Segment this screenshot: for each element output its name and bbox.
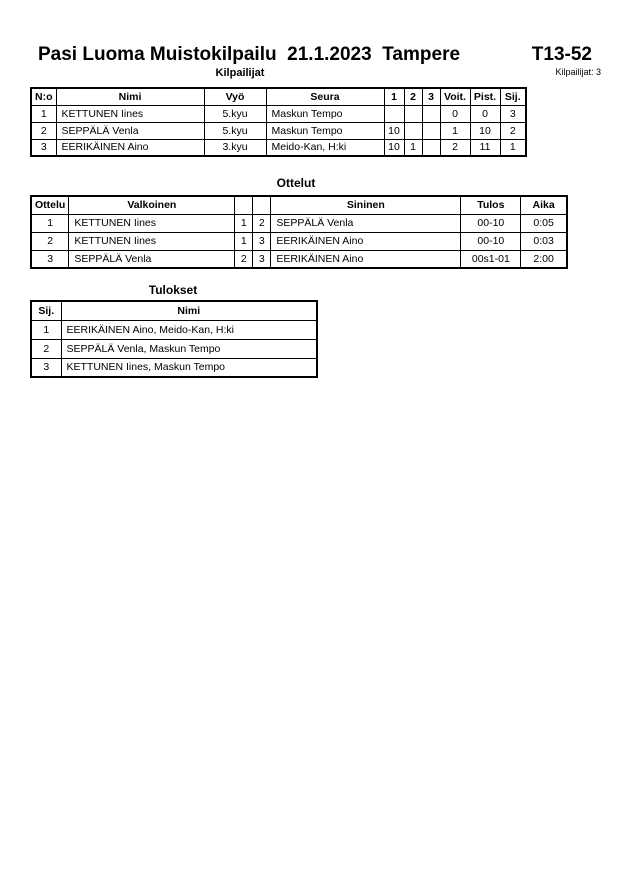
column-header-club: Seura bbox=[266, 88, 384, 105]
section-title-kilpailijat: Kilpailijat bbox=[215, 67, 265, 79]
result-placement: 2 bbox=[31, 339, 61, 358]
column-header-name: Nimi bbox=[61, 301, 317, 320]
result-placement: 3 bbox=[31, 358, 61, 377]
match-time: 2:00 bbox=[521, 250, 567, 268]
competitor-club: Meido-Kan, H:ki bbox=[266, 139, 384, 156]
competitor-club: Maskun Tempo bbox=[266, 122, 384, 139]
wins: 1 bbox=[440, 122, 470, 139]
match-no: 2 bbox=[31, 232, 69, 250]
match-time: 0:03 bbox=[521, 232, 567, 250]
placement: 1 bbox=[500, 139, 526, 156]
section-title-tulokset: Tulokset bbox=[148, 283, 198, 297]
column-header-wins: Voit. bbox=[440, 88, 470, 105]
column-header-blue: Sininen bbox=[271, 196, 461, 214]
blue-no: 3 bbox=[253, 250, 271, 268]
match-row bbox=[31, 232, 567, 250]
column-header-placement: Sij. bbox=[31, 301, 61, 320]
white-name: SEPPÄLÄ Venla bbox=[69, 250, 235, 268]
column-header-points: Pist. bbox=[470, 88, 500, 105]
wins: 0 bbox=[440, 105, 470, 122]
class-code: T13-52 bbox=[531, 44, 592, 65]
match-result: 00-10 bbox=[461, 214, 521, 232]
page-title: Pasi Luoma Muistokilpailu 21.1.2023 Tampere bbox=[38, 44, 461, 65]
column-header-result: Tulos bbox=[461, 196, 521, 214]
match-no: 1 bbox=[31, 214, 69, 232]
round2-score bbox=[404, 105, 422, 122]
round1-score bbox=[384, 105, 404, 122]
round2-score bbox=[404, 122, 422, 139]
page-header bbox=[38, 44, 592, 66]
match-time: 0:05 bbox=[521, 214, 567, 232]
column-header-name: Nimi bbox=[56, 88, 204, 105]
competitor-belt: 5.kyu bbox=[204, 122, 266, 139]
round1-score: 10 bbox=[384, 139, 404, 156]
white-no: 2 bbox=[235, 250, 253, 268]
competitor-row bbox=[31, 122, 526, 139]
blue-no: 2 bbox=[253, 214, 271, 232]
matches-header-row bbox=[31, 196, 567, 214]
white-name: KETTUNEN Iines bbox=[69, 232, 235, 250]
white-name: KETTUNEN Iines bbox=[69, 214, 235, 232]
result-name: SEPPÄLÄ Venla, Maskun Tempo bbox=[61, 339, 317, 358]
competitor-no: 3 bbox=[31, 139, 56, 156]
competitor-club: Maskun Tempo bbox=[266, 105, 384, 122]
column-header-time: Aika bbox=[521, 196, 567, 214]
result-name: EERIKÄINEN Aino, Meido-Kan, H:ki bbox=[61, 320, 317, 339]
competitors-table bbox=[30, 87, 527, 157]
blue-name: EERIKÄINEN Aino bbox=[271, 250, 461, 268]
column-header-round3: 3 bbox=[422, 88, 440, 105]
column-header-round1: 1 bbox=[384, 88, 404, 105]
placement: 3 bbox=[500, 105, 526, 122]
column-header-blue-no bbox=[253, 196, 271, 214]
result-row bbox=[31, 358, 317, 377]
section-title-ottelut: Ottelut bbox=[276, 176, 316, 190]
match-row bbox=[31, 214, 567, 232]
blue-name: SEPPÄLÄ Venla bbox=[271, 214, 461, 232]
competitor-belt: 5.kyu bbox=[204, 105, 266, 122]
column-header-match: Ottelu bbox=[31, 196, 69, 214]
placement: 2 bbox=[500, 122, 526, 139]
round3-score bbox=[422, 139, 440, 156]
competitor-name: KETTUNEN Iines bbox=[56, 105, 204, 122]
match-result: 00s1-01 bbox=[461, 250, 521, 268]
competitor-belt: 3.kyu bbox=[204, 139, 266, 156]
match-result: 00-10 bbox=[461, 232, 521, 250]
competitor-no: 2 bbox=[31, 122, 56, 139]
white-no: 1 bbox=[235, 232, 253, 250]
competitor-row bbox=[31, 105, 526, 122]
column-header-white-no bbox=[235, 196, 253, 214]
blue-name: EERIKÄINEN Aino bbox=[271, 232, 461, 250]
round1-score: 10 bbox=[384, 122, 404, 139]
competitor-name: SEPPÄLÄ Venla bbox=[56, 122, 204, 139]
column-header-belt: Vyö bbox=[204, 88, 266, 105]
points: 0 bbox=[470, 105, 500, 122]
column-header-no: N:o bbox=[31, 88, 56, 105]
competitor-name: EERIKÄINEN Aino bbox=[56, 139, 204, 156]
column-header-placement: Sij. bbox=[500, 88, 526, 105]
result-placement: 1 bbox=[31, 320, 61, 339]
competitor-row bbox=[31, 139, 526, 156]
results-table bbox=[30, 300, 318, 378]
result-row bbox=[31, 320, 317, 339]
match-row bbox=[31, 250, 567, 268]
blue-no: 3 bbox=[253, 232, 271, 250]
results-header-row bbox=[31, 301, 317, 320]
column-header-round2: 2 bbox=[404, 88, 422, 105]
competitors-header-row bbox=[31, 88, 526, 105]
result-name: KETTUNEN Iines, Maskun Tempo bbox=[61, 358, 317, 377]
round3-score bbox=[422, 105, 440, 122]
round2-score: 1 bbox=[404, 139, 422, 156]
matches-table bbox=[30, 195, 568, 269]
points: 10 bbox=[470, 122, 500, 139]
result-row bbox=[31, 339, 317, 358]
competitor-count: Kilpailijat: 3 bbox=[555, 67, 601, 77]
white-no: 1 bbox=[235, 214, 253, 232]
round3-score bbox=[422, 122, 440, 139]
wins: 2 bbox=[440, 139, 470, 156]
points: 11 bbox=[470, 139, 500, 156]
column-header-white: Valkoinen bbox=[69, 196, 235, 214]
competitor-no: 1 bbox=[31, 105, 56, 122]
match-no: 3 bbox=[31, 250, 69, 268]
